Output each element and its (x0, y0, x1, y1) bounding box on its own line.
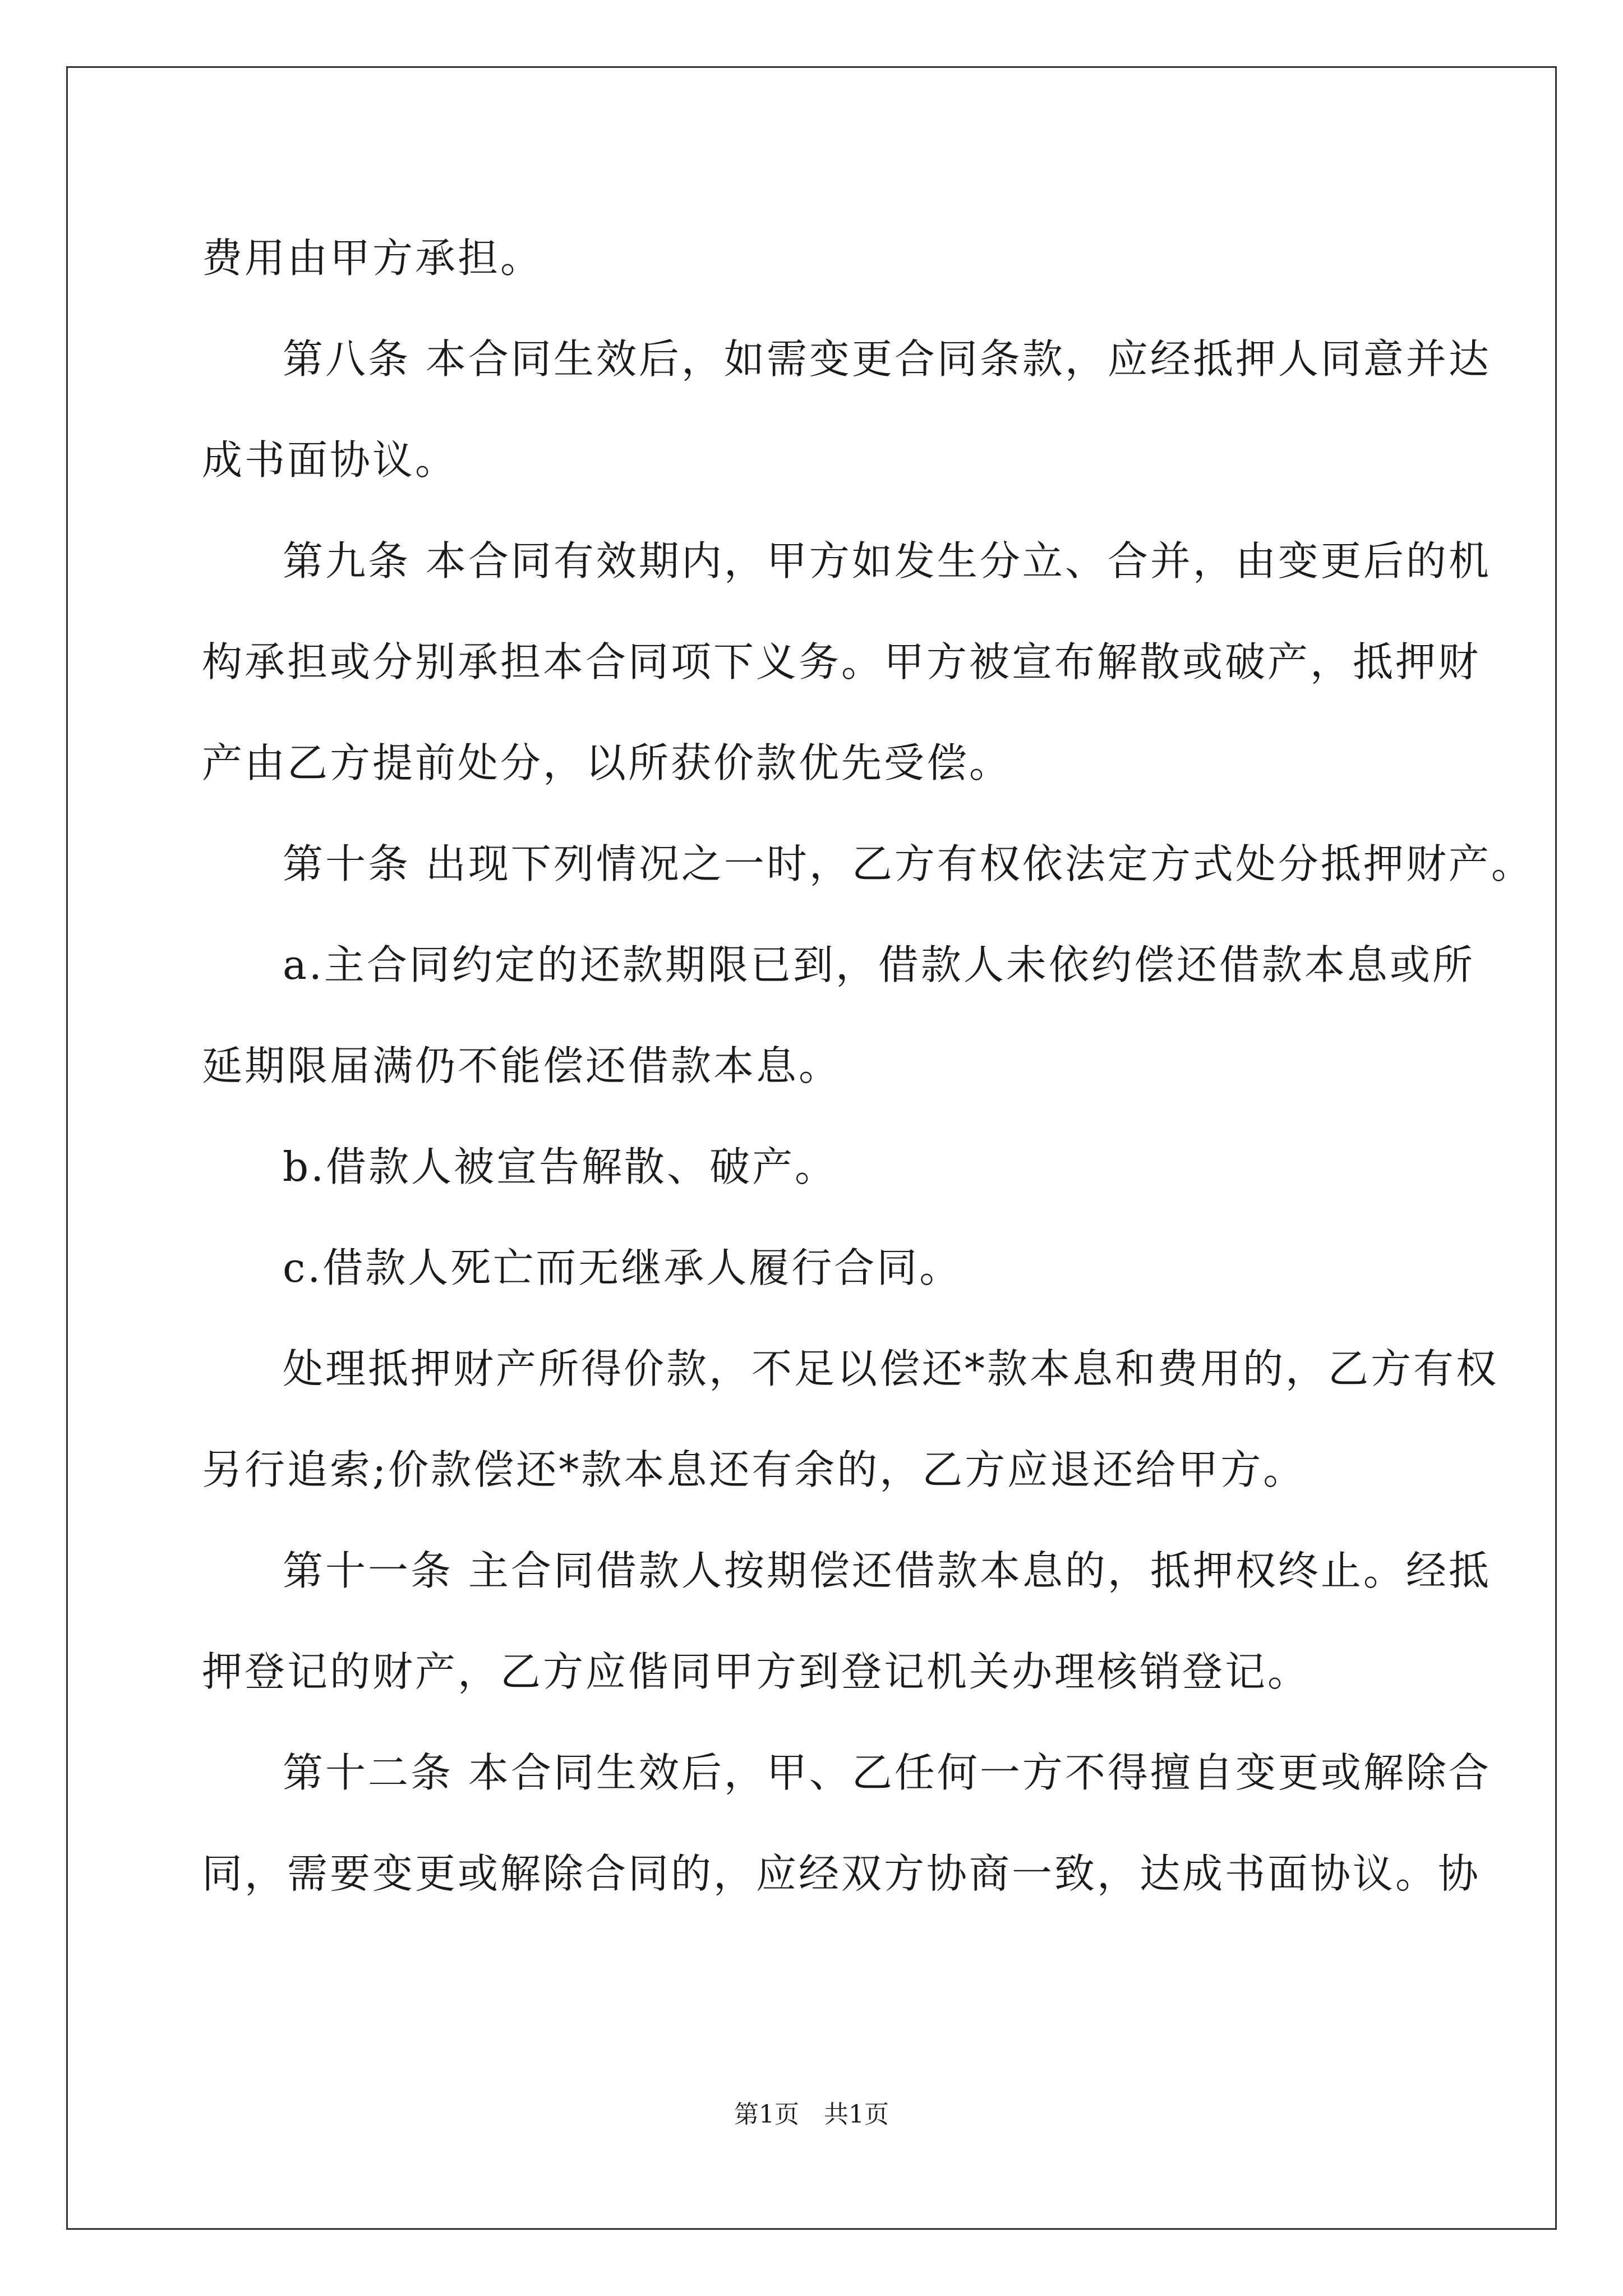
text-line: 费用由甲方承担。 (202, 234, 543, 282)
page-number: 第1页 (734, 2100, 799, 2129)
text-line: 延期限届满仍不能偿还借款本息。 (202, 1042, 842, 1089)
page-total: 共1页 (824, 2100, 889, 2129)
text-line: b.借款人被宣告解散、破产。 (283, 1143, 837, 1190)
text-line: 处理抵押财产所得价款，不足以偿还*款本息和费用的，乙方有权 (283, 1345, 1499, 1392)
text-line: a.主合同约定的还款期限已到，借款人未依约偿还借款本息或所 (283, 941, 1475, 988)
text-line: 第十一条 主合同借款人按期偿还借款本息的，抵押权终止。经抵 (283, 1547, 1491, 1594)
text-line: 第八条 本合同生效后，如需变更合同条款，应经抵押人同意并达 (283, 335, 1491, 383)
text-line: 第九条 本合同有效期内，甲方如发生分立、合并，由变更后的机 (283, 537, 1491, 585)
text-line: 另行追索;价款偿还*款本息还有余的，乙方应退还给甲方。 (202, 1446, 1306, 1493)
text-line: c.借款人死亡而无继承人履行合同。 (283, 1244, 962, 1291)
page-footer (0, 2098, 1623, 2132)
text-line: 同，需要变更或解除合同的，应经双方协商一致，达成书面协议。协 (202, 1850, 1481, 1897)
text-line: 第十二条 本合同生效后，甲、乙任何一方不得擅自变更或解除合 (283, 1749, 1491, 1796)
text-line: 构承担或分别承担本合同项下义务。甲方被宣布解散或破产，抵押财 (202, 638, 1481, 685)
text-line: 第十条 出现下列情况之一时，乙方有权依法定方式处分抵押财产。 (283, 840, 1534, 887)
text-line: 成书面协议。 (202, 436, 458, 484)
text-line: 押登记的财产，乙方应偕同甲方到登记机关办理核销登记。 (202, 1648, 1311, 1695)
text-line: 产由乙方提前处分，以所获价款优先受偿。 (202, 739, 1012, 786)
document-body (202, 208, 1534, 1924)
